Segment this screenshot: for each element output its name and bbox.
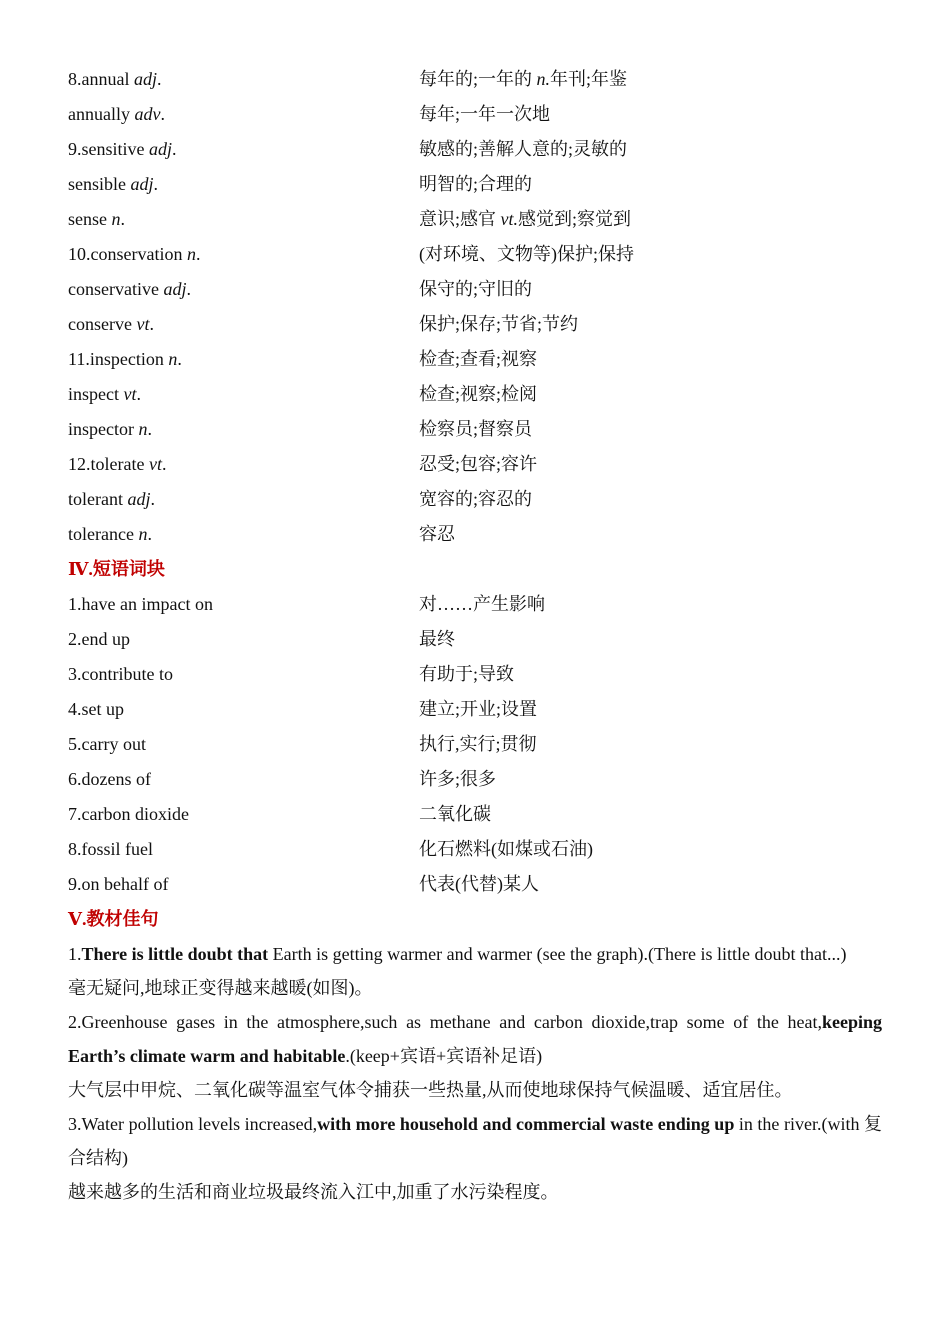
vocab-word: 12.tolerate vt.: [68, 454, 167, 474]
vocab-word: annually adv.: [68, 104, 165, 124]
sentence-text: Earth is getting warmer and warmer (see the graph).(There is little doubt that...): [268, 944, 847, 964]
sentence-3: [68, 1107, 882, 1175]
vocab-row: [68, 97, 882, 132]
vocabulary-list: [68, 62, 882, 552]
vocab-meaning: [419, 62, 627, 97]
word-text: inspector: [68, 419, 139, 439]
vocab-meaning: [419, 272, 532, 307]
word-text: conserve: [68, 314, 137, 334]
phrase-chinese: 化石燃料(如煤或石油): [419, 839, 593, 859]
part-of-speech: vt: [148, 454, 162, 474]
part-of-speech: n.: [536, 69, 551, 89]
vocab-meaning: [419, 167, 532, 202]
word-text: 11.inspection: [68, 349, 169, 369]
vocab-word: tolerance n.: [68, 524, 152, 544]
sentence-1: [68, 937, 882, 971]
meaning-text: 保护;保存;节省;节约: [419, 314, 579, 334]
phrase-row: [68, 867, 882, 902]
vocab-row: [68, 447, 882, 482]
vocab-meaning: [419, 307, 578, 342]
section-heading-phrases: Ⅳ.短语词块: [68, 559, 165, 579]
sentence-1-translation: 毫无疑问,地球正变得越来越暖(如图)。: [68, 978, 373, 998]
part-of-speech: n: [138, 524, 148, 544]
word-text: sense: [68, 209, 112, 229]
phrase-english: 7.carbon dioxide: [68, 804, 189, 824]
sentence-text: 1.: [68, 944, 82, 964]
sentence-key-phrase: There is little doubt that: [81, 944, 269, 964]
vocab-word: inspect vt.: [68, 384, 141, 404]
vocab-word: conserve vt.: [68, 314, 154, 334]
phrase-row: [68, 727, 882, 762]
section-heading-sentences: Ⅴ.教材佳句: [68, 909, 159, 929]
vocab-meaning: [419, 377, 537, 412]
part-of-speech: adj: [130, 174, 154, 194]
part-of-speech: vt: [136, 314, 150, 334]
meaning-text: 年刊;年鉴: [550, 69, 628, 89]
vocab-row: [68, 62, 882, 97]
vocab-meaning: [419, 342, 537, 377]
phrase-english: 2.end up: [68, 629, 130, 649]
vocab-word: inspector n.: [68, 419, 152, 439]
phrase-chinese: 执行,实行;贯彻: [419, 734, 537, 754]
vocab-meaning: [419, 447, 537, 482]
phrase-chinese: 二氧化碳: [419, 804, 491, 824]
sentence-2-translation: 大气层中甲烷、二氧化碳等温室气体令捕获一些热量,从而使地球保持气候温暖、适宜居住。: [68, 1080, 793, 1100]
phrase-row: [68, 622, 882, 657]
sentence-text: .(keep+宾语+宾语补足语): [345, 1046, 543, 1066]
part-of-speech: n: [186, 244, 196, 264]
sentence-text: 2.Greenhouse gases in the atmosphere,such as methane and carbon dioxide,trap some of the heat,: [68, 1012, 822, 1032]
phrase-chinese: 代表(代替)某人: [419, 874, 539, 894]
meaning-text: 宽容的;容忍的: [419, 489, 533, 509]
meaning-text: 意识;感官: [419, 209, 501, 229]
part-of-speech: adj: [127, 489, 151, 509]
sentence-text: 3.Water pollution levels increased,: [68, 1114, 318, 1134]
meaning-text: 敏感的;善解人意的;灵敏的: [419, 139, 628, 159]
phrase-row: [68, 657, 882, 692]
phrase-row: [68, 762, 882, 797]
vocab-row: [68, 342, 882, 377]
phrase-english: 3.contribute to: [68, 664, 173, 684]
phrase-chinese: 许多;很多: [419, 769, 497, 789]
meaning-text: 明智的;合理的: [419, 174, 533, 194]
phrase-chinese: 有助于;导致: [419, 664, 515, 684]
vocab-word: 10.conservation n.: [68, 244, 201, 264]
vocab-word: sense n.: [68, 209, 125, 229]
part-of-speech: n: [138, 419, 148, 439]
phrase-chinese: 建立;开业;设置: [419, 699, 538, 719]
vocab-row: [68, 167, 882, 202]
word-text: 12.tolerate: [68, 454, 149, 474]
sentence-key-phrase: keeping Earth’s climate warm and habitable: [68, 1012, 882, 1066]
vocab-row: [68, 237, 882, 272]
phrase-chinese: 最终: [419, 629, 455, 649]
vocab-meaning: [419, 202, 631, 237]
meaning-text: 检察员;督察员: [419, 419, 533, 439]
sentence-list: [68, 937, 882, 1209]
part-of-speech: vt.: [500, 209, 519, 229]
phrase-english: 5.carry out: [68, 734, 146, 754]
meaning-text: (对环境、文物等)保护;保持: [419, 244, 634, 264]
vocab-word: 8.annual adj.: [68, 69, 162, 89]
meaning-text: 每年;一年一次地: [419, 104, 551, 124]
vocab-row: [68, 517, 882, 552]
phrase-english: 8.fossil fuel: [68, 839, 153, 859]
vocab-row: [68, 272, 882, 307]
phrase-row: [68, 797, 882, 832]
word-text: conservative: [68, 279, 164, 299]
phrase-english: 9.on behalf of: [68, 874, 169, 894]
vocab-row: [68, 412, 882, 447]
word-text: inspect: [68, 384, 124, 404]
word-text: 8.annual: [68, 69, 134, 89]
phrase-english: 1.have an impact on: [68, 594, 213, 614]
vocab-row: [68, 132, 882, 167]
meaning-text: 保守的;守旧的: [419, 279, 533, 299]
meaning-text: 感觉到;察觉到: [518, 209, 632, 229]
word-text: sensible: [68, 174, 131, 194]
vocab-row: [68, 482, 882, 517]
meaning-text: 忍受;包容;容许: [419, 454, 538, 474]
word-text: 10.conservation: [68, 244, 187, 264]
vocab-meaning: [419, 237, 634, 272]
document-page: [68, 62, 882, 1209]
part-of-speech: adj: [163, 279, 187, 299]
word-text: annually: [68, 104, 135, 124]
part-of-speech: n: [111, 209, 121, 229]
vocab-word: tolerant adj.: [68, 489, 155, 509]
sentence-3-translation: 越来越多的生活和商业垃圾最终流入江中,加重了水污染程度。: [68, 1182, 559, 1202]
phrase-english: 6.dozens of: [68, 769, 151, 789]
sentence-2: [68, 1005, 882, 1073]
phrase-row: [68, 587, 882, 622]
vocab-meaning: [419, 132, 627, 167]
sentence-text: in the river.(with 复合结构): [68, 1114, 882, 1168]
phrase-english: 4.set up: [68, 699, 124, 719]
meaning-text: 检查;视察;检阅: [419, 384, 538, 404]
vocab-meaning: [419, 412, 532, 447]
vocab-meaning: [419, 517, 455, 552]
vocab-word: conservative adj.: [68, 279, 191, 299]
phrase-chinese: 对……产生影响: [419, 594, 545, 614]
vocab-meaning: [419, 97, 550, 132]
part-of-speech: vt: [123, 384, 137, 404]
meaning-text: 检查;查看;视察: [419, 349, 538, 369]
sentence-key-phrase: with more household and commercial waste ending up: [317, 1114, 735, 1134]
word-text: tolerance: [68, 524, 139, 544]
meaning-text: 容忍: [419, 524, 455, 544]
vocab-word: 11.inspection n.: [68, 349, 182, 369]
part-of-speech: adj: [149, 139, 173, 159]
word-text: tolerant: [68, 489, 128, 509]
meaning-text: 每年的;一年的: [419, 69, 537, 89]
part-of-speech: n: [168, 349, 178, 369]
phrase-list: [68, 587, 882, 902]
vocab-row: [68, 377, 882, 412]
phrase-row: [68, 692, 882, 727]
word-text: 9.sensitive: [68, 139, 149, 159]
vocab-row: [68, 202, 882, 237]
vocab-word: sensible adj.: [68, 174, 159, 194]
part-of-speech: adv: [134, 104, 161, 124]
vocab-meaning: [419, 482, 532, 517]
vocab-row: [68, 307, 882, 342]
vocab-word: 9.sensitive adj.: [68, 139, 177, 159]
phrase-row: [68, 832, 882, 867]
part-of-speech: adj: [133, 69, 157, 89]
